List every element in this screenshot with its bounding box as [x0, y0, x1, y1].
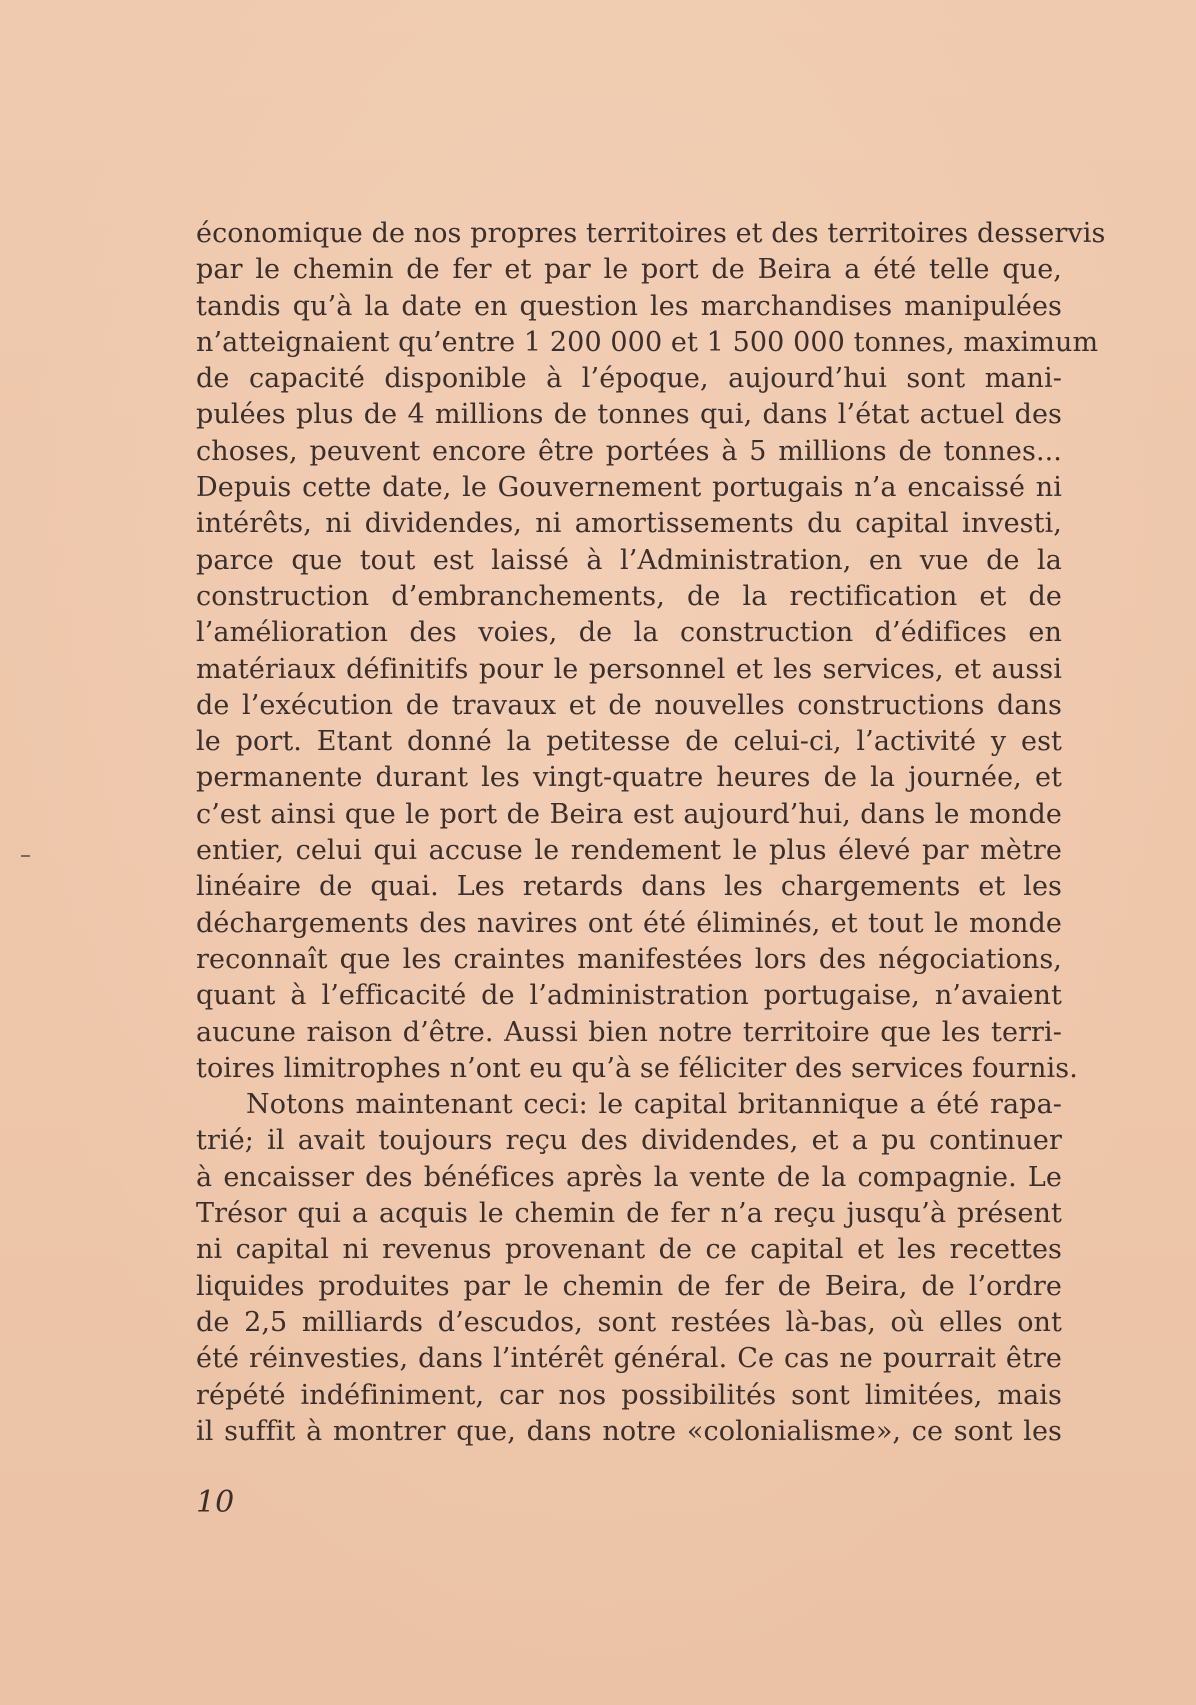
text-line: Depuis cette date, le Gouvernement portugais n’a encaissé ni — [196, 472, 1062, 504]
text-line: pulées plus de 4 millions de tonnes qui, dans l’état actuel des — [196, 399, 1062, 431]
text-line: il suffit à montrer que, dans notre «colonialisme», ce sont les — [196, 1415, 1062, 1447]
text-line: intérêts, ni dividendes, ni amortissements du capital investi, — [196, 508, 1062, 540]
text-line: aucune raison d’être. Aussi bien notre territoire que les terri- — [196, 1016, 1062, 1048]
text-line: Trésor qui a acquis le chemin de fer n’a reçu jusqu’à présent — [196, 1198, 1062, 1230]
text-line: reconnaît que les craintes manifestées lors des négociations, — [196, 943, 1062, 975]
text-line: économique de nos propres territoires et des territoires desservis — [196, 218, 1106, 249]
text-line: répété indéfiniment, car nos possibilités sont limitées, mais — [196, 1379, 1062, 1411]
text-line: choses, peuvent encore être portées à 5 millions de tonnes... — [196, 435, 1062, 467]
text-line: de capacité disponible à l’époque, aujourd’hui sont mani- — [196, 363, 1062, 395]
text-line: de l’exécution de travaux et de nouvelles constructions dans — [196, 689, 1062, 721]
paragraph-start-line: Notons maintenant ceci: le capital britannique a été rapa- — [246, 1089, 1062, 1121]
body-text — [196, 216, 1106, 1450]
text-line: le port. Etant donné la petitesse de celui-ci, l’activité y est — [196, 726, 1062, 758]
text-line: entier, celui qui accuse le rendement le plus élevé par mètre — [196, 835, 1062, 867]
text-line: matériaux définitifs pour le personnel et les services, et aussi — [196, 653, 1062, 685]
text-line: trié; il avait toujours reçu des dividendes, et a pu continuer — [196, 1125, 1062, 1157]
paragraph-end-line: toires limitrophes n’ont eu qu’à se féliciter des services fournis. — [196, 1052, 1078, 1084]
text-line: tandis qu’à la date en question les marchandises manipulées — [196, 290, 1062, 322]
text-line: à encaisser des bénéfices après la vente de la compagnie. Le — [196, 1161, 1062, 1193]
text-line: permanente durant les vingt-quatre heures de la journée, et — [196, 762, 1062, 794]
text-line: parce que tout est laissé à l’Administration, en vue de la — [196, 544, 1062, 576]
page-number: 10 — [196, 1485, 235, 1520]
text-line: linéaire de quai. Les retards dans les chargements et les — [196, 871, 1062, 903]
text-line: construction d’embranchements, de la rectification et de — [196, 580, 1062, 612]
text-line: liquides produites par le chemin de fer de Beira, de l’ordre — [196, 1270, 1062, 1302]
text-line: quant à l’efficacité de l’administration portugaise, n’avaient — [196, 980, 1062, 1012]
text-line: n’atteignaient qu’entre 1 200 000 et 1 500 000 tonnes, maximum — [196, 326, 1099, 358]
text-line: été réinvesties, dans l’intérêt général. Ce cas ne pourrait être — [196, 1343, 1062, 1375]
margin-mark — [21, 855, 30, 857]
text-line: par le chemin de fer et par le port de Beira a été telle que, — [196, 254, 1062, 286]
text-line: l’amélioration des voies, de la construction d’édifices en — [196, 617, 1062, 649]
text-line: ni capital ni revenus provenant de ce capital et les recettes — [196, 1234, 1062, 1266]
text-line: de 2,5 milliards d’escudos, sont restées là-bas, où elles ont — [196, 1306, 1062, 1338]
text-line: déchargements des navires ont été éliminés, et tout le monde — [196, 907, 1062, 939]
text-line: c’est ainsi que le port de Beira est aujourd’hui, dans le monde — [196, 798, 1062, 830]
